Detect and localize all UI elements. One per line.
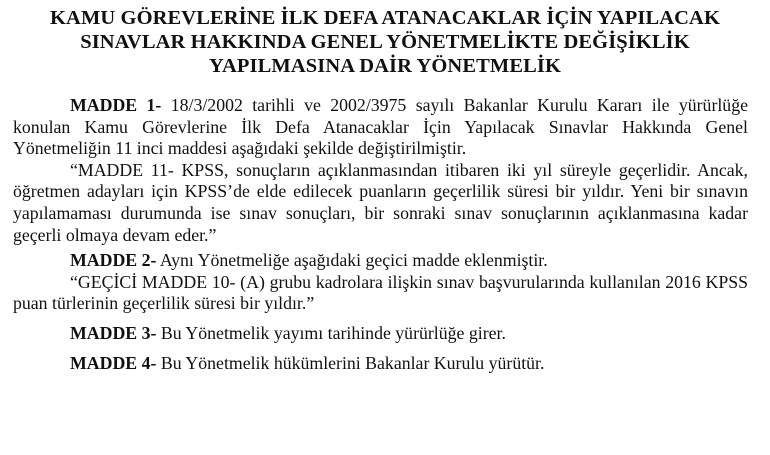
article-4-text: Bu Yönetmelik hükümlerini Bakanlar Kurulu yürütür. — [160, 352, 545, 373]
article-1 — [13, 95, 748, 160]
title-line-2: SINAVLAR HAKKINDA GENEL YÖNETMELİKTE DEĞİŞİKLİK — [80, 31, 690, 53]
article-3 — [13, 323, 748, 345]
article-2-text: Aynı Yönetmeliğe aşağıdaki geçici madde eklenmiştir. — [159, 250, 548, 271]
article-4 — [13, 353, 748, 375]
article-1-quote: “MADDE 11- KPSS, sonuçların açıklanmasından itibaren iki yıl süreyle geçerlidir. Ancak, öğretmen adayları için KPSS’de elde edilecek puanların geçerlilik süresi bir yıldır. Yeni bir sınavın yapılamaması durumunda ise sınav sonuçları, bir sonraki sınav sonuçlarının açıklanmasına kadar geçerli olmaya devam eder.” — [13, 159, 748, 245]
document-title — [0, 6, 770, 78]
title-line-3: YAPILMASINA DAİR YÖNETMELİK — [208, 55, 561, 77]
article-2-label: MADDE 2- — [70, 250, 157, 271]
article-4-label: MADDE 4- — [70, 352, 157, 373]
article-1-label: MADDE 1- — [70, 95, 162, 115]
title-line-1: KAMU GÖREVLERİNE İLK DEFA ATANACAKLAR İÇİN YAPILACAK — [50, 7, 720, 29]
article-2 — [13, 250, 748, 272]
article-2-quote: “GEÇİCİ MADDE 10- (A) grubu kadrolara ilişkin sınav başvurularında kullanılan 2016 KPSS puan türlerinin geçerlilik süresi bir yıldır.” — [13, 271, 748, 314]
document-body — [13, 95, 748, 374]
article-3-label: MADDE 3- — [70, 322, 157, 343]
article-3-text: Bu Yönetmelik yayımı tarihinde yürürlüğe girer. — [160, 322, 506, 343]
article-1-text: 18/3/2002 tarihli ve 2002/3975 sayılı Bakanlar Kurulu Kararı ile yürürlüğe konulan Kamu Görevlerine İlk Defa Atanacaklar İçin Yapılacak Sınavlar Hakkında Genel Yönetmeliğin 11 inci maddesi aşağıdaki şekilde değiştirilmiştir. — [13, 95, 748, 159]
